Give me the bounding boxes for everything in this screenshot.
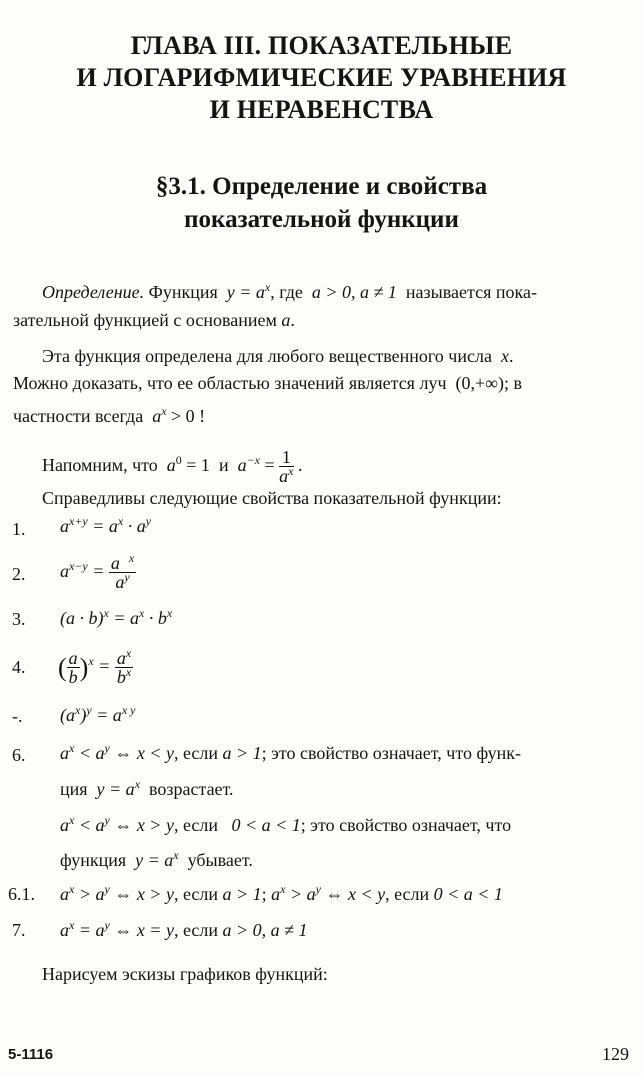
property-number-2: 2.	[12, 564, 26, 584]
definition-line-2: зательной функцией с основанием a.	[13, 310, 295, 330]
reminder-line: Напомним, что $a^0 = 1$ и $a^{-x}$ = $\frac{1}{a^x}$ .	[42, 447, 303, 487]
definition-label: Определение.	[42, 282, 145, 302]
property-6-line-2: ция $y = a^x$ возрастает.	[60, 777, 234, 799]
property-6-line-4: функция $y = a^x$ убывает.	[60, 848, 253, 870]
fraction-1-over-ax: $\frac{1}{a^x}$	[279, 447, 294, 487]
property-1-formula: $a^{x+y} = a^x \cdot a^y$	[60, 514, 152, 536]
property-2-formula: $a^{x-y}$ = $\frac{a ^x}{a^y}$	[60, 551, 135, 593]
property-7-line: $a^x = a^y$ ⇔ x = y, если a > 0, a ≠ 1	[60, 918, 308, 940]
property-4-formula: ( $\frac{a}{b}$ )$^x$ = $\frac{a^x}{b^x}$	[58, 646, 132, 688]
section-title-line-1: §3.1. Определение и свойства	[155, 173, 488, 200]
property-6-line-3: $a^x < a^y$ ⇔ x > y, если 0 < a < 1; это свойство означает, что	[60, 813, 512, 835]
properties-intro: Справедливы следующие свойства показательной функции:	[42, 488, 502, 508]
property-number-3: 3.	[12, 609, 26, 629]
property-number-6: 6.	[12, 745, 26, 765]
chapter-title-line-3: И НЕРАВЕНСТВА	[209, 95, 434, 124]
property-3-formula: $(a \cdot b)^x = a^x \cdot b^x$	[60, 606, 173, 628]
closing-sentence: Нарисуем эскизы графиков функций:	[42, 964, 328, 984]
para2-line-2: Можно доказать, что ее областью значений является луч (0,+∞); в	[13, 373, 522, 393]
page-number: 129	[602, 1044, 629, 1064]
property-number-4: 4.	[12, 657, 26, 677]
property-6-1-line: $a^x > a^y$ ⇔ x > y, если a > 1; $a^x > a^y$ ⇔ x < y, если 0 < a < 1	[60, 882, 503, 904]
property-6-line-1: $a^x < a^y$ ⇔ x < y, если a > 1; это свойство означает, что функ-	[60, 741, 522, 763]
chapter-title-line-2: И ЛОГАРИФМИЧЕСКИЕ УРАВНЕНИЯ	[76, 63, 567, 92]
para2-line-1: Эта функция определена для любого вещественного числа x.	[42, 346, 514, 366]
property-number-1: 1.	[12, 519, 26, 539]
para2-line-3: частности всегда $a^x > 0$ !	[13, 404, 206, 426]
property-number-7: 7.	[12, 920, 26, 940]
property-number-6-1: 6.1.	[8, 884, 35, 904]
section-title-line-2: показательной функции	[184, 206, 459, 233]
definition-line-1: Определение. Функция $y = a^x$, где a > 0, a ≠ 1 называется пока-	[42, 280, 537, 302]
property-5-formula: $(a^x)^y = a^{x y}$	[60, 703, 136, 725]
property-number-5: -.	[12, 706, 23, 726]
chapter-title-line-1: ГЛАВА III. ПОКАЗАТЕЛЬНЫЕ	[130, 31, 513, 60]
printer-mark: 5-1116	[8, 1046, 54, 1063]
